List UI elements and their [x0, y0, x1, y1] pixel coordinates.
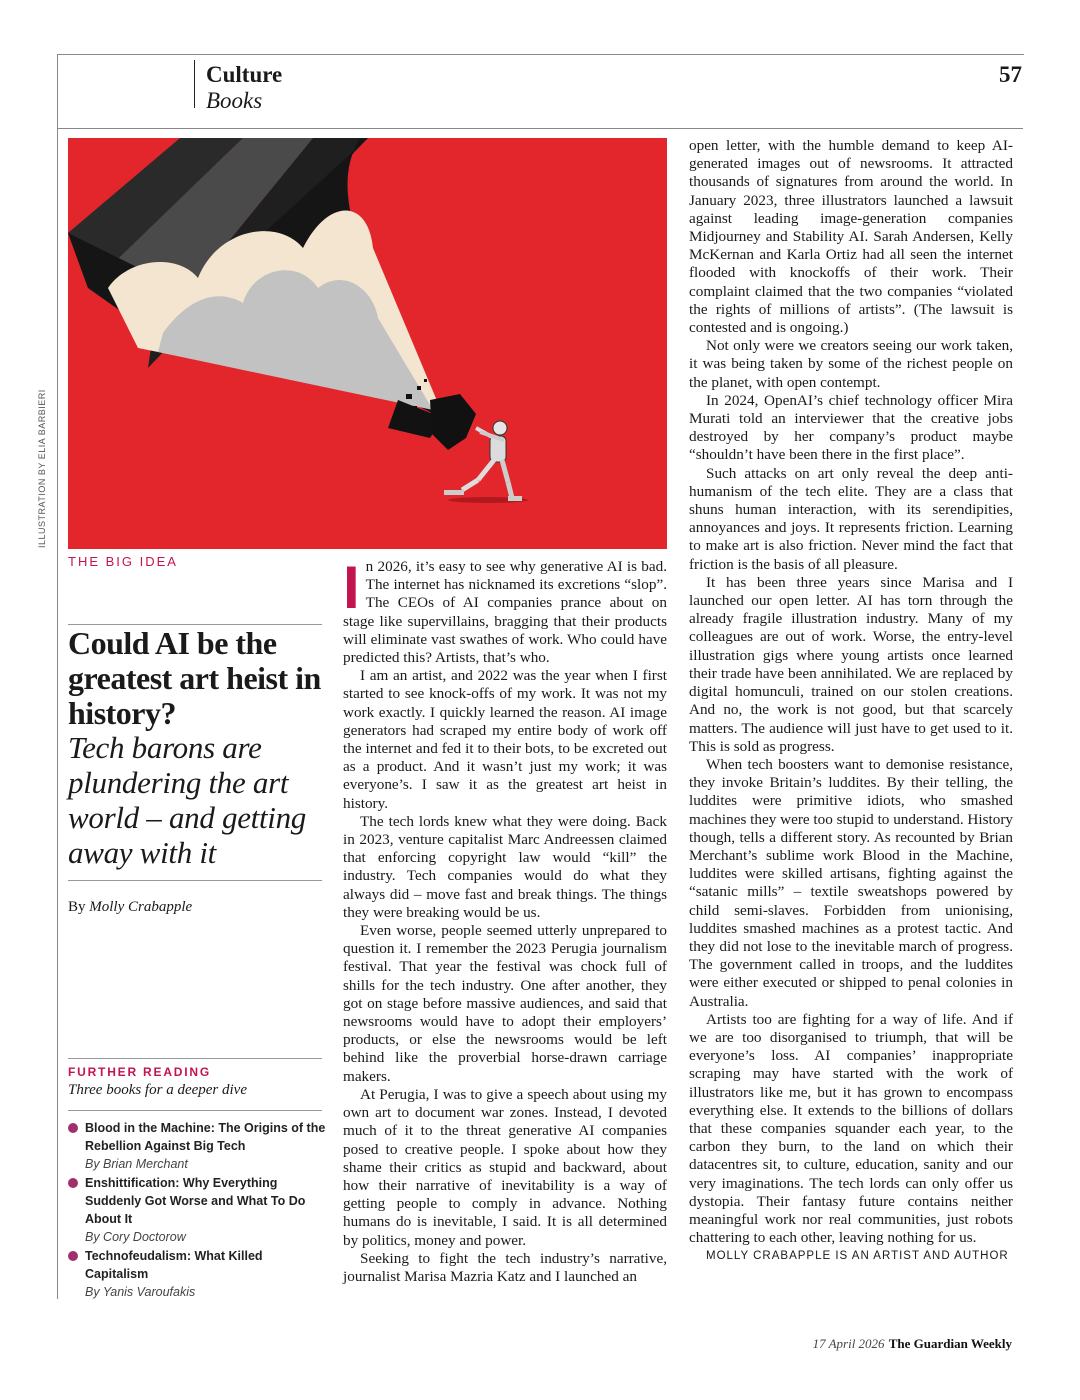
book-title: Technofeudalism: What Killed Capitalism: [85, 1249, 263, 1281]
article-paragraph: [343, 554, 667, 667]
illustration-credit: ILLUSTRATION BY ELIA BARBIERI: [37, 389, 47, 548]
article-paragraph: Even worse, people seemed utterly unprepared to question it. I remember the 2023 Perugia journalism festival. That year the festival was chock full of shills for the tech industry. One after another, they got on stage before massive audiences, and said that newsrooms would have to adopt their employers’ products, or else the newsrooms would be left behind like the proverbial horse-drawn carriage makers.: [343, 922, 667, 1085]
article-paragraph: It has been three years since Marisa and I launched our open letter. AI has torn through the already fragile illustration industry. Many of my colleagues are out of work. Worse, the entry-level illustration gigs where young artists once learned their trade have been annihilated. We are replaced by digital homunculi, trained on our stolen creations. And no, the work is not good, but that scarcely matters. The audience will just have to get used to it. This is sold as progress.: [689, 573, 1013, 755]
book-item: [68, 1119, 328, 1173]
header-divider: [57, 128, 1023, 129]
article-standfirst: Tech barons are plundering the art world – and getting away with it: [68, 730, 307, 870]
subsection-label: Books: [206, 88, 263, 113]
book-author: By Cory Doctorow: [85, 1230, 186, 1244]
further-reading-kicker: FURTHER READING: [68, 1065, 211, 1079]
byline-author: Molly Crabapple: [89, 899, 193, 915]
book-author: By Yanis Varoufakis: [85, 1285, 196, 1299]
further-reading-list: [68, 1119, 328, 1302]
page-number: 57: [999, 62, 1022, 87]
bullet-icon: [68, 1123, 78, 1133]
article-paragraph: Such attacks on art only reveal the deep anti-humanism of the tech elite. They are a class that shuns human interaction, with its serendipities, annoyances and joys. It represents friction. Learning to make art is also friction. Never mind the fact that friction is the basis of all pleasure.: [689, 464, 1013, 573]
pencil-robot-illustration: [68, 138, 667, 549]
article-illustration: [68, 138, 667, 549]
article-paragraph: Seeking to fight the tech industry’s narrative, journalist Marisa Mazria Katz and I launched an: [343, 1249, 667, 1285]
article-paragraph: open letter, with the humble demand to keep AI-generated images out of newsrooms. It attracted thousands of signatures from around the world. In January 2023, three illustrators launched a lawsuit against leading image-generation companies Midjourney and Stability AI. Sarah Andersen, Kelly McKernan and Karla Ortiz had all seen the internet flooded with knockoffs of their work. Their complaint claimed that the two companies “violated the rights of millions of artists”. (The lawsuit is contested and is ongoing.): [689, 137, 1013, 337]
book-item: [68, 1247, 328, 1301]
article-paragraph: At Perugia, I was to give a speech about using my own art to document war zones. Instead, I devoted much of it to the threat generative AI companies posed to creative people. I spoke about how they shame their critics as stupid and backward, about how their narrative of inevitability is a way of getting people to comply in advance. Nothing humans do is inevitable, I said. It is all determined by politics, money and power.: [343, 1085, 667, 1249]
book-title: Enshittification: Why Everything Suddenly Got Worse and What To Do About It: [85, 1176, 306, 1226]
article-headline: Could AI be the greatest art heist in history?: [68, 625, 321, 731]
article-kicker: THE BIG IDEA: [68, 554, 178, 569]
paragraph-text: n 2026, it’s easy to see why generative AI is bad. The internet has nicknamed its excretions “slop”. The CEOs of AI companies prance about on stage like supervillains, bragging that their products will eliminate vast swathes of work. Who could have predicted this? Artists, that’s who.: [343, 558, 667, 667]
article-paragraph: In 2024, OpenAI’s chief technology officer Mira Murati told an interviewer that the creative jobs destroyed by her company’s product maybe “shouldn’t have been there in the first place”.: [689, 391, 1013, 464]
article-paragraph: I am an artist, and 2022 was the year when I first started to see knock-offs of my work. It was not my work exactly. I quickly learned the reason. AI image generators had scraped my entire body of work off the internet and fed it to their bots, to be excreted out as a product. And it wasn’t just my work; it was everyone’s. I saw it as the greatest art heist in history.: [343, 667, 667, 812]
author-signoff: MOLLY CRABAPPLE IS AN ARTIST AND AUTHOR: [706, 1250, 1009, 1263]
book-title: Blood in the Machine: The Origins of the Rebellion Against Big Tech: [85, 1121, 326, 1153]
article-column-middle: [343, 554, 667, 1286]
page-footer: [813, 1336, 1012, 1352]
drop-cap: I: [343, 554, 360, 621]
book-author: By Brian Merchant: [85, 1157, 188, 1171]
article-paragraph: When tech boosters want to demonise resistance, they invoke Britain’s luddites. By their telling, the luddites were primitive idiots, who smashed machines they were too stupid to understand. History though, tells a different story. As recounted by Brian Merchant’s sublime work Blood in the Machine, luddites were skilled artisans, fighting against the “satanic mills” – textile sweatshops powered by child semi-slaves. Forbidden from unionising, luddites smashed machines as a protest tactic. And they did not lose to the inevitable march of progress. The government called in troops, and the luddites were either executed or shipped to penal colonies in Australia.: [689, 755, 1013, 1010]
byline-prefix: By: [68, 899, 86, 915]
byline: [68, 899, 192, 916]
further-reading-rule: [68, 1058, 322, 1059]
book-item: [68, 1174, 328, 1246]
further-reading-list-rule: [68, 1110, 322, 1111]
issue-date: 17 April 2026: [812, 1336, 885, 1351]
section-divider: [194, 60, 195, 108]
article-column-right: [689, 137, 1013, 1266]
article-paragraph: Artists too are fighting for a way of life. And if we are too disorganised to triumph, that will be everyone’s loss. AI companies’ inappropriate scraping may have started with the work of illustrators like me, but it has grown to encompass everything else. It extends to the billions of dollars that these companies squander each year, to the carbon they burn, to the land on which their datacentres sit, to culture, education, sanity and our very imaginations. The tech lords can only offer us dystopia. Their fantasy future contains neither meaningful work nor real communities, just robots chattering to each other, leaving nothing for us.: [689, 1010, 1013, 1247]
article-paragraph: The tech lords knew what they were doing. Back in 2023, venture capitalist Marc Andreessen claimed that enforcing copyright law would “kill” the industry. Tech companies would do what they always did – move fast and break things. The things they were breaking would be us.: [343, 812, 667, 921]
article-paragraph: Not only were we creators seeing our work taken, it was being taken by some of the richest people on the planet, with open contempt.: [689, 337, 1013, 391]
bullet-icon: [68, 1178, 78, 1188]
publication-name: The Guardian Weekly: [888, 1336, 1012, 1351]
byline-rule: [68, 880, 322, 881]
bullet-icon: [68, 1251, 78, 1261]
further-reading-subtitle: Three books for a deeper dive: [68, 1082, 247, 1098]
section-label: Culture: [206, 62, 283, 87]
